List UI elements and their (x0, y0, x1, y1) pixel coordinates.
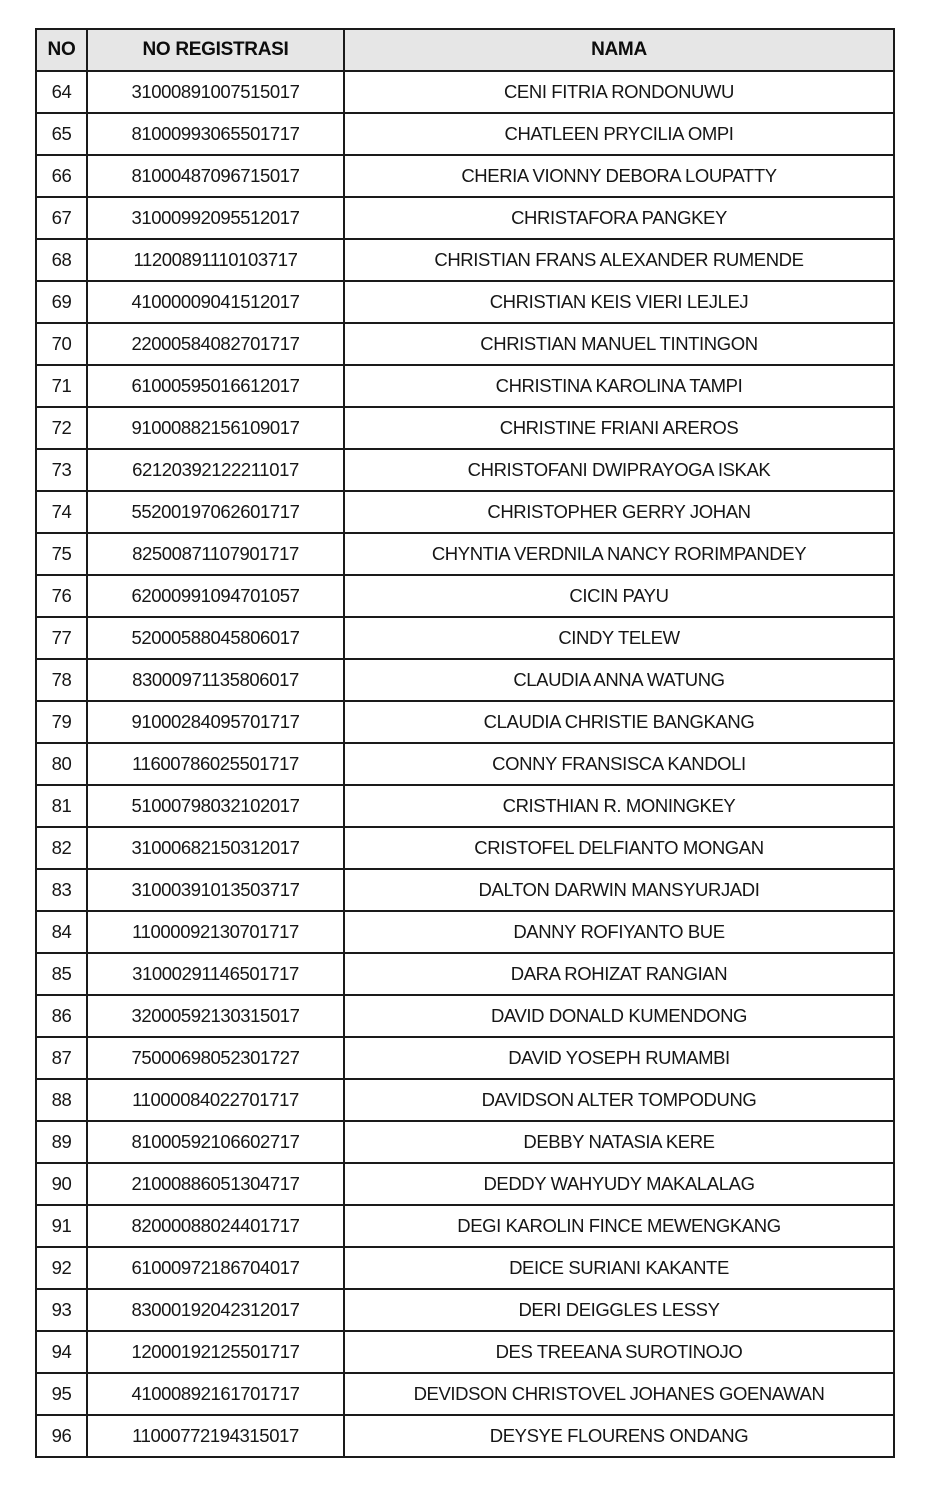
cell-person-name: DERI DEIGGLES LESSY (344, 1289, 894, 1331)
cell-registration-number: 61000595016612017 (87, 365, 344, 407)
cell-registration-number: 83000971135806017 (87, 659, 344, 701)
document-page (35, 28, 893, 1458)
cell-row-number: 96 (36, 1415, 87, 1457)
cell-person-name: DANNY ROFIYANTO BUE (344, 911, 894, 953)
cell-person-name: DAVID DONALD KUMENDONG (344, 995, 894, 1037)
cell-row-number: 72 (36, 407, 87, 449)
cell-row-number: 68 (36, 239, 87, 281)
table-header (36, 29, 894, 71)
cell-row-number: 78 (36, 659, 87, 701)
table-row (36, 743, 894, 785)
cell-row-number: 76 (36, 575, 87, 617)
cell-row-number: 85 (36, 953, 87, 995)
cell-person-name: CHERIA VIONNY DEBORA LOUPATTY (344, 155, 894, 197)
cell-registration-number: 11600786025501717 (87, 743, 344, 785)
cell-registration-number: 31000291146501717 (87, 953, 344, 995)
cell-row-number: 82 (36, 827, 87, 869)
cell-registration-number: 61000972186704017 (87, 1247, 344, 1289)
cell-row-number: 73 (36, 449, 87, 491)
cell-registration-number: 41000892161701717 (87, 1373, 344, 1415)
header-row (36, 29, 894, 71)
cell-registration-number: 75000698052301727 (87, 1037, 344, 1079)
cell-row-number: 91 (36, 1205, 87, 1247)
cell-row-number: 92 (36, 1247, 87, 1289)
cell-row-number: 67 (36, 197, 87, 239)
cell-registration-number: 12000192125501717 (87, 1331, 344, 1373)
column-header-name: NAMA (344, 29, 894, 71)
table-row (36, 239, 894, 281)
table-row (36, 1163, 894, 1205)
table-row (36, 1415, 894, 1457)
cell-registration-number: 51000798032102017 (87, 785, 344, 827)
table-row (36, 827, 894, 869)
cell-row-number: 89 (36, 1121, 87, 1163)
cell-person-name: DEBBY NATASIA KERE (344, 1121, 894, 1163)
cell-row-number: 79 (36, 701, 87, 743)
cell-registration-number: 11000092130701717 (87, 911, 344, 953)
cell-registration-number: 91000284095701717 (87, 701, 344, 743)
cell-registration-number: 32000592130315017 (87, 995, 344, 1037)
cell-person-name: CONNY FRANSISCA KANDOLI (344, 743, 894, 785)
table-row (36, 71, 894, 113)
cell-person-name: DEDDY WAHYUDY MAKALALAG (344, 1163, 894, 1205)
table-row (36, 617, 894, 659)
cell-registration-number: 55200197062601717 (87, 491, 344, 533)
cell-person-name: DARA ROHIZAT RANGIAN (344, 953, 894, 995)
cell-registration-number: 21000886051304717 (87, 1163, 344, 1205)
cell-row-number: 90 (36, 1163, 87, 1205)
cell-row-number: 81 (36, 785, 87, 827)
cell-row-number: 66 (36, 155, 87, 197)
cell-person-name: CHRISTOFANI DWIPRAYOGA ISKAK (344, 449, 894, 491)
table-row (36, 533, 894, 575)
registration-table (35, 28, 895, 1458)
table-row (36, 113, 894, 155)
cell-row-number: 80 (36, 743, 87, 785)
cell-registration-number: 62120392122211017 (87, 449, 344, 491)
cell-registration-number: 52000588045806017 (87, 617, 344, 659)
cell-registration-number: 31000992095512017 (87, 197, 344, 239)
cell-registration-number: 83000192042312017 (87, 1289, 344, 1331)
table-row (36, 491, 894, 533)
cell-person-name: CENI FITRIA RONDONUWU (344, 71, 894, 113)
cell-person-name: DEGI KAROLIN FINCE MEWENGKANG (344, 1205, 894, 1247)
cell-person-name: CICIN PAYU (344, 575, 894, 617)
table-row (36, 155, 894, 197)
cell-row-number: 74 (36, 491, 87, 533)
cell-person-name: CHATLEEN PRYCILIA OMPI (344, 113, 894, 155)
cell-row-number: 87 (36, 1037, 87, 1079)
cell-registration-number: 41000009041512017 (87, 281, 344, 323)
cell-person-name: CRISTOFEL DELFIANTO MONGAN (344, 827, 894, 869)
table-row (36, 953, 894, 995)
cell-person-name: CLAUDIA CHRISTIE BANGKANG (344, 701, 894, 743)
cell-row-number: 71 (36, 365, 87, 407)
table-row (36, 365, 894, 407)
table-row (36, 1079, 894, 1121)
cell-row-number: 84 (36, 911, 87, 953)
cell-person-name: CHRISTIAN KEIS VIERI LEJLEJ (344, 281, 894, 323)
cell-row-number: 94 (36, 1331, 87, 1373)
cell-person-name: CHRISTOPHER GERRY JOHAN (344, 491, 894, 533)
cell-person-name: CHRISTINA KAROLINA TAMPI (344, 365, 894, 407)
cell-registration-number: 81000592106602717 (87, 1121, 344, 1163)
table-row (36, 701, 894, 743)
table-row (36, 281, 894, 323)
column-header-registration: NO REGISTRASI (87, 29, 344, 71)
cell-person-name: DEVIDSON CHRISTOVEL JOHANES GOENAWAN (344, 1373, 894, 1415)
cell-person-name: CLAUDIA ANNA WATUNG (344, 659, 894, 701)
table-row (36, 1205, 894, 1247)
cell-person-name: CHRISTIAN MANUEL TINTINGON (344, 323, 894, 365)
cell-row-number: 93 (36, 1289, 87, 1331)
cell-registration-number: 82500871107901717 (87, 533, 344, 575)
cell-registration-number: 62000991094701057 (87, 575, 344, 617)
cell-person-name: CRISTHIAN R. MONINGKEY (344, 785, 894, 827)
cell-registration-number: 11000772194315017 (87, 1415, 344, 1457)
cell-person-name: CINDY TELEW (344, 617, 894, 659)
column-header-no: NO (36, 29, 87, 71)
table-row (36, 323, 894, 365)
cell-person-name: CHRISTINE FRIANI AREROS (344, 407, 894, 449)
table-row (36, 1289, 894, 1331)
table-row (36, 1373, 894, 1415)
cell-person-name: DEICE SURIANI KAKANTE (344, 1247, 894, 1289)
cell-registration-number: 82000088024401717 (87, 1205, 344, 1247)
cell-person-name: CHYNTIA VERDNILA NANCY RORIMPANDEY (344, 533, 894, 575)
cell-row-number: 88 (36, 1079, 87, 1121)
cell-row-number: 77 (36, 617, 87, 659)
cell-registration-number: 31000391013503717 (87, 869, 344, 911)
cell-person-name: DAVID YOSEPH RUMAMBI (344, 1037, 894, 1079)
cell-registration-number: 31000682150312017 (87, 827, 344, 869)
table-row (36, 785, 894, 827)
cell-person-name: DES TREEANA SUROTINOJO (344, 1331, 894, 1373)
cell-row-number: 64 (36, 71, 87, 113)
cell-registration-number: 81000487096715017 (87, 155, 344, 197)
cell-row-number: 70 (36, 323, 87, 365)
cell-row-number: 83 (36, 869, 87, 911)
cell-person-name: DEYSYE FLOURENS ONDANG (344, 1415, 894, 1457)
cell-person-name: DALTON DARWIN MANSYURJADI (344, 869, 894, 911)
cell-row-number: 69 (36, 281, 87, 323)
table-row (36, 1247, 894, 1289)
table-row (36, 869, 894, 911)
table-row (36, 575, 894, 617)
table-row (36, 1331, 894, 1373)
table-body (36, 71, 894, 1457)
table-row (36, 911, 894, 953)
table-row (36, 197, 894, 239)
cell-row-number: 86 (36, 995, 87, 1037)
cell-registration-number: 11200891110103717 (87, 239, 344, 281)
cell-registration-number: 91000882156109017 (87, 407, 344, 449)
cell-row-number: 95 (36, 1373, 87, 1415)
table-row (36, 995, 894, 1037)
table-row (36, 1037, 894, 1079)
table-row (36, 1121, 894, 1163)
cell-person-name: DAVIDSON ALTER TOMPODUNG (344, 1079, 894, 1121)
cell-registration-number: 22000584082701717 (87, 323, 344, 365)
cell-registration-number: 31000891007515017 (87, 71, 344, 113)
cell-person-name: CHRISTAFORA PANGKEY (344, 197, 894, 239)
cell-registration-number: 11000084022701717 (87, 1079, 344, 1121)
cell-row-number: 65 (36, 113, 87, 155)
table-row (36, 449, 894, 491)
table-row (36, 659, 894, 701)
table-row (36, 407, 894, 449)
cell-person-name: CHRISTIAN FRANS ALEXANDER RUMENDE (344, 239, 894, 281)
cell-registration-number: 81000993065501717 (87, 113, 344, 155)
cell-row-number: 75 (36, 533, 87, 575)
